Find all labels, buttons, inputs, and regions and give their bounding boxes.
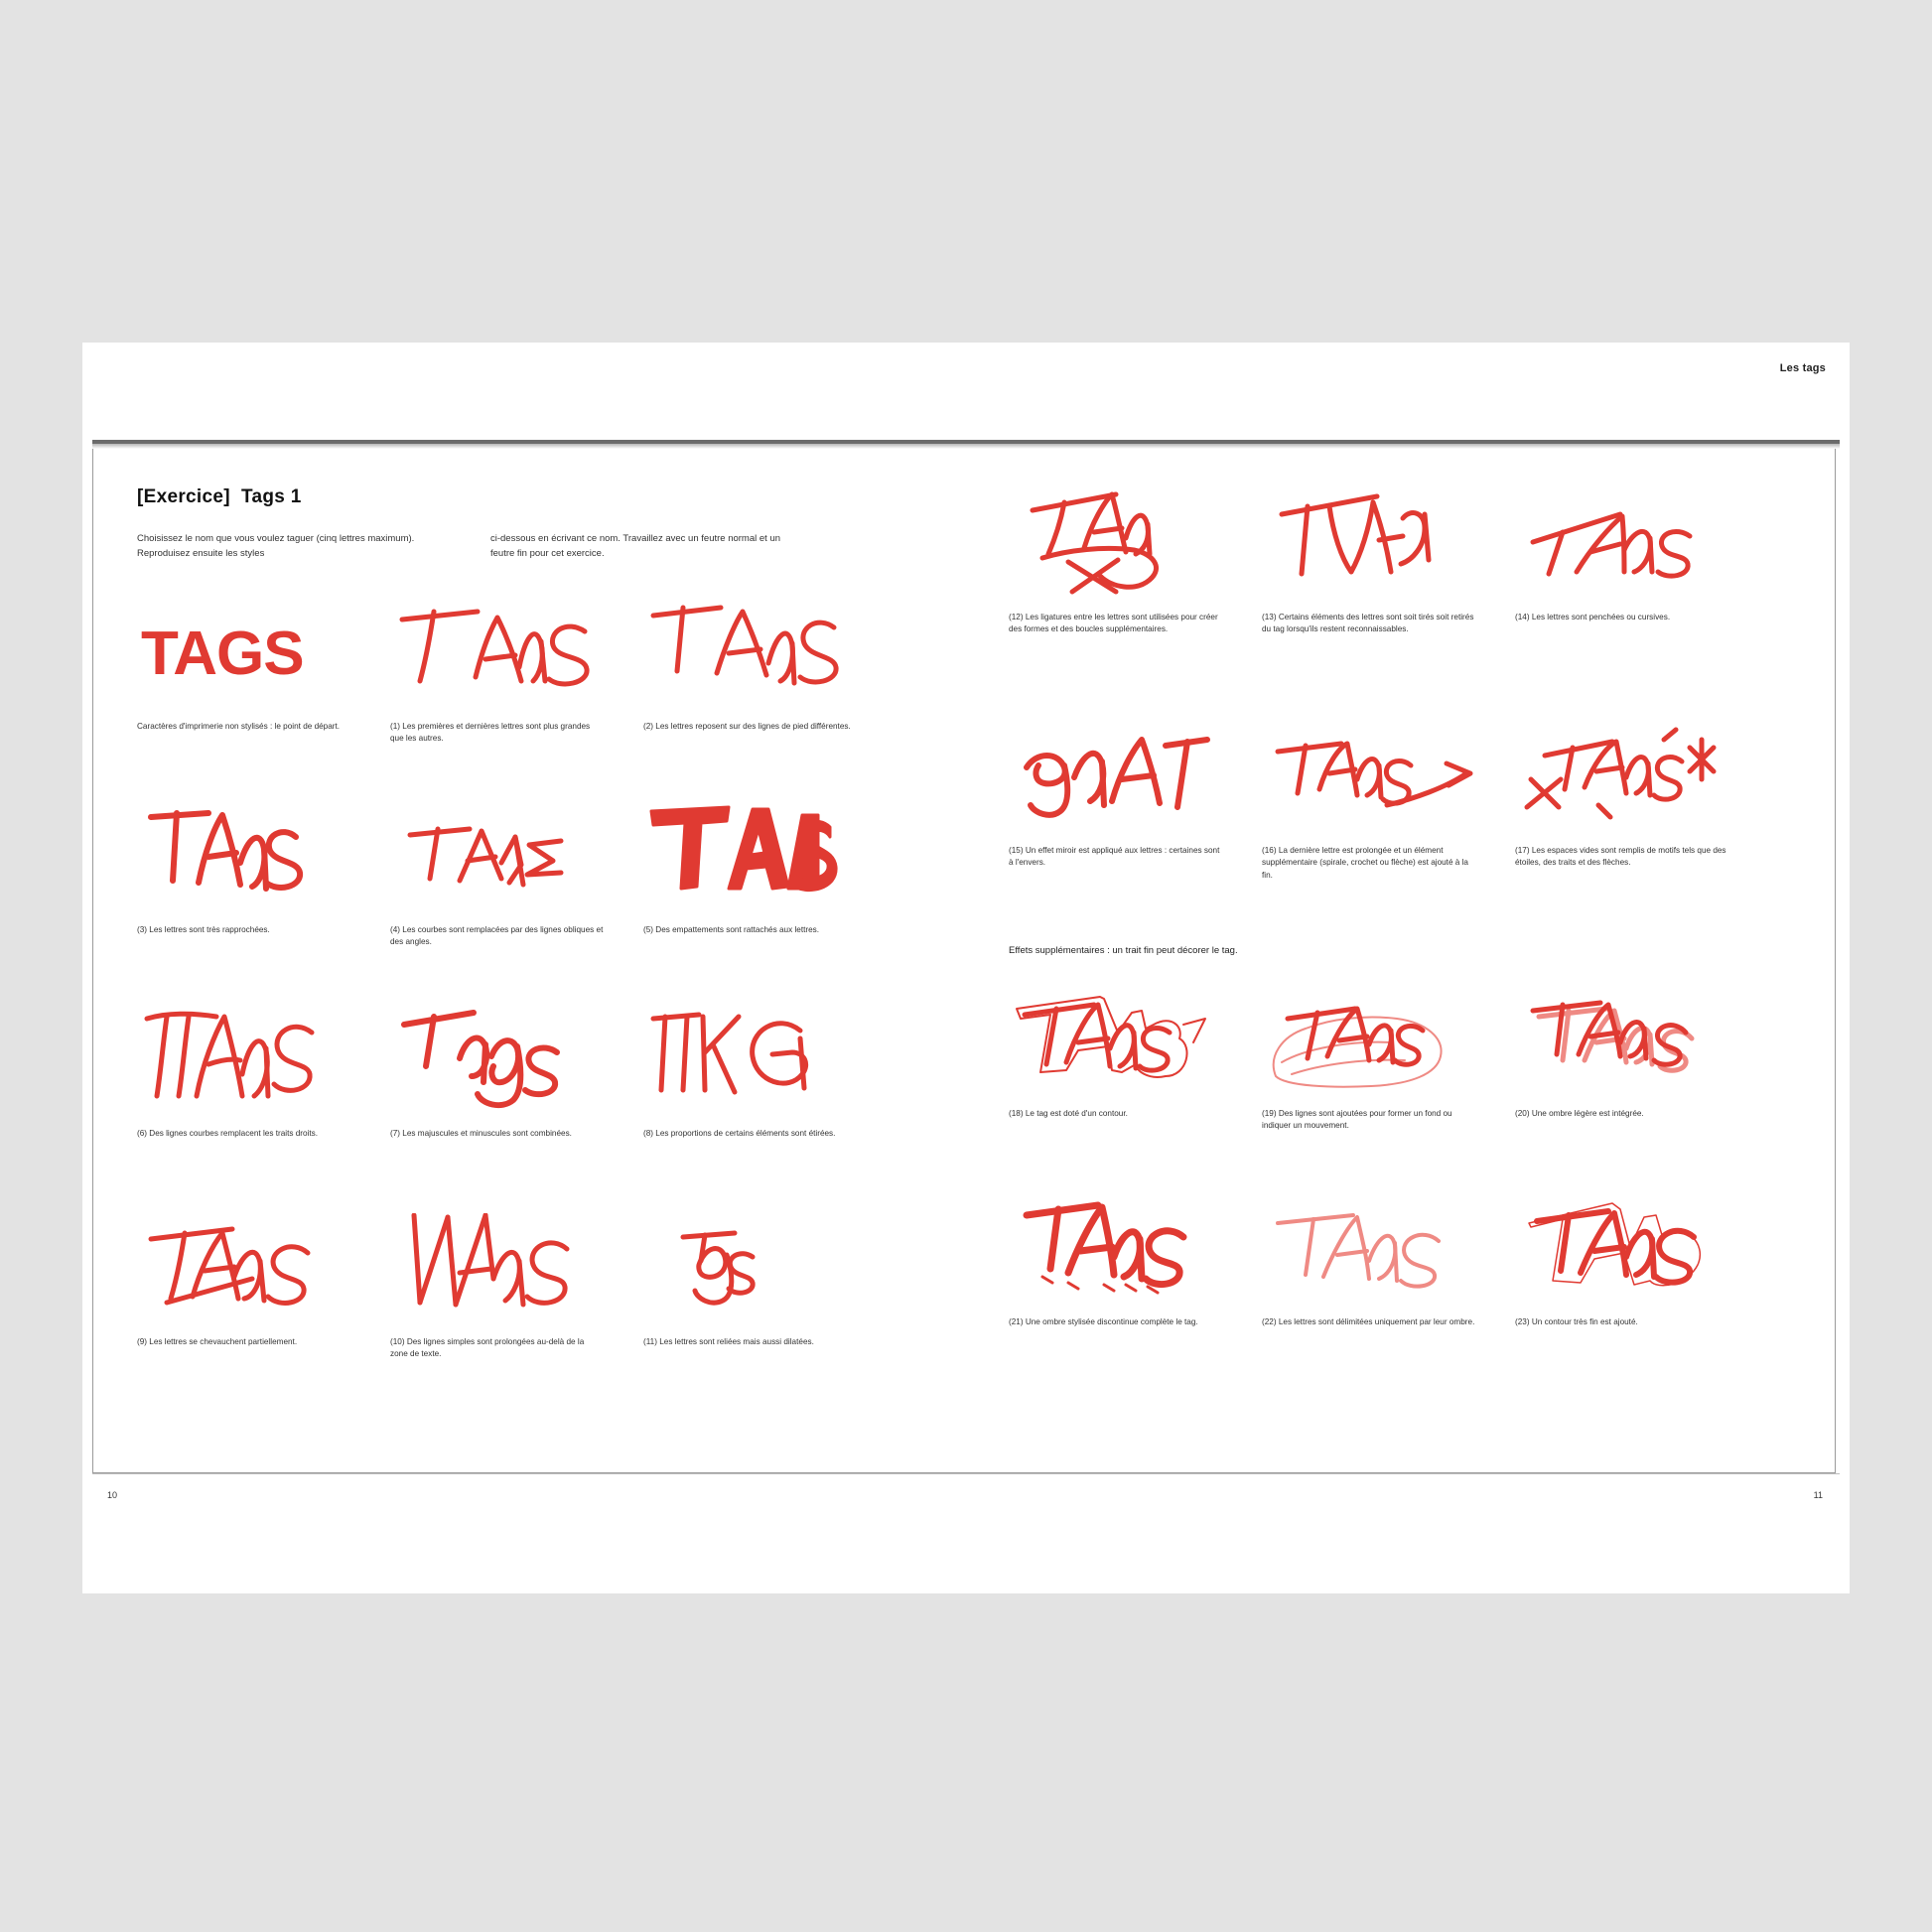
tag-artwork-11	[643, 1213, 892, 1332]
page-spread	[92, 449, 1836, 1500]
tag-artwork-16	[1262, 722, 1510, 841]
tag-item	[1515, 722, 1763, 870]
tag-caption: (11) Les lettres sont reliées mais aussi dilatées.	[643, 1337, 814, 1346]
page-title	[137, 486, 302, 508]
tag-caption: (13) Certains éléments des lettres sont soit tirés soit retirés du tag lorsqu'ils restent reconnaissables.	[1262, 613, 1474, 634]
tag-artwork-13	[1262, 488, 1510, 608]
bottom-rule	[92, 1473, 1840, 1474]
tag-caption: (4) Les courbes sont remplacées par des lignes obliques et des angles.	[390, 925, 604, 947]
tag-caption: (17) Les espaces vides sont remplis de motifs tels que des étoiles, des traits et des flèches.	[1515, 846, 1726, 868]
tag-item	[390, 801, 638, 949]
section-note: Effets supplémentaires : un trait fin peut décorer le tag.	[1009, 945, 1238, 956]
tag-word-print: TAGS	[141, 620, 304, 688]
tag-item	[1515, 1193, 1763, 1328]
tag-item	[643, 1213, 892, 1348]
tag-caption: (21) Une ombre stylisée discontinue complète le tag.	[1009, 1317, 1198, 1326]
page-header	[82, 343, 1850, 440]
tag-artwork-15	[1009, 722, 1257, 841]
tag-item	[137, 598, 385, 733]
tag-item	[1262, 488, 1510, 636]
intro-column-1: Choisissez le nom que vous voulez taguer (cinq lettres maximum). Reproduisez ensuite les styles	[137, 533, 415, 559]
tag-caption: (5) Des empattements sont rattachés aux lettres.	[643, 925, 820, 934]
tag-artwork-23	[1515, 1193, 1763, 1312]
tag-item	[1009, 488, 1257, 636]
tag-caption: (8) Les proportions de certains éléments sont étirées.	[643, 1129, 836, 1138]
tag-item	[1262, 985, 1510, 1133]
tag-artwork-14	[1515, 488, 1763, 608]
tag-artwork-4	[390, 801, 638, 920]
tag-artwork-10	[390, 1213, 638, 1332]
tag-item	[1009, 722, 1257, 870]
tag-caption: (6) Des lignes courbes remplacent les traits droits.	[137, 1129, 319, 1138]
tag-item	[643, 598, 892, 733]
tag-artwork-19	[1262, 985, 1510, 1104]
tag-artwork-6	[137, 1005, 385, 1124]
running-head: Les tags	[1779, 362, 1826, 374]
tag-caption: (23) Un contour très fin est ajouté.	[1515, 1317, 1638, 1326]
tag-artwork-8	[643, 1005, 892, 1124]
folio-right: 11	[1813, 1490, 1823, 1500]
tag-artwork-3	[137, 801, 385, 920]
tag-caption: (10) Des lignes simples sont prolongées au-delà de la zone de texte.	[390, 1337, 585, 1359]
tag-artwork-1	[390, 598, 638, 717]
tag-artwork-7	[390, 1005, 638, 1124]
tag-item	[390, 598, 638, 746]
tag-artwork-20	[1515, 985, 1763, 1104]
tag-artwork-2	[643, 598, 892, 717]
tag-item	[1262, 1193, 1510, 1328]
tag-item	[1009, 985, 1257, 1120]
tag-caption: (18) Le tag est doté d'un contour.	[1009, 1109, 1128, 1118]
tag-caption: (15) Un effet miroir est appliqué aux lettres : certaines sont à l'envers.	[1009, 846, 1220, 868]
tag-item	[643, 1005, 892, 1140]
tag-item	[643, 801, 892, 936]
tag-artwork-18	[1009, 985, 1257, 1104]
tag-caption: (1) Les premières et dernières lettres sont plus grandes que les autres.	[390, 722, 591, 744]
left-page	[93, 449, 965, 1500]
tag-caption: (19) Des lignes sont ajoutées pour former un fond ou indiquer un mouvement.	[1262, 1109, 1452, 1131]
tag-item	[1515, 488, 1763, 623]
tag-artwork-22	[1262, 1193, 1510, 1312]
tag-caption: (12) Les ligatures entre les lettres sont utilisées pour créer des formes et des boucles supplémentaires.	[1009, 613, 1218, 634]
tag-item	[1515, 985, 1763, 1120]
tag-caption: Caractères d'imprimerie non stylisés : le point de départ.	[137, 722, 341, 731]
intro-column-2: ci-dessous en écrivant ce nom. Travaillez avec un feutre normal et un feutre fin pour cet exercice.	[490, 533, 781, 559]
tag-artwork-5	[643, 801, 892, 920]
right-page	[965, 449, 1837, 1500]
tag-artwork-12	[1009, 488, 1257, 608]
tag-caption: (14) Les lettres sont penchées ou cursives.	[1515, 613, 1671, 621]
tag-item	[137, 801, 385, 936]
tag-artwork-21	[1009, 1193, 1257, 1312]
tag-artwork-0	[137, 598, 385, 717]
tag-item	[1262, 722, 1510, 882]
tag-caption: (16) La dernière lettre est prolongée et un élément supplémentaire (spirale, crochet ou flèche) est ajouté à la fin.	[1262, 846, 1468, 880]
exercise-title-text: Tags 1	[241, 486, 302, 507]
tag-item	[137, 1213, 385, 1348]
tag-caption: (22) Les lettres sont délimitées uniquement par leur ombre.	[1262, 1317, 1475, 1326]
tag-item	[390, 1213, 638, 1361]
tag-caption: (7) Les majuscules et minuscules sont combinées.	[390, 1129, 572, 1138]
tag-caption: (9) Les lettres se chevauchent partiellement.	[137, 1337, 298, 1346]
tag-artwork-17	[1515, 722, 1763, 841]
tag-item	[390, 1005, 638, 1140]
exercise-bracket-label: [Exercice]	[137, 486, 230, 507]
document-page	[82, 343, 1850, 1593]
folio-left: 10	[107, 1490, 118, 1500]
tag-caption: (3) Les lettres sont très rapprochées.	[137, 925, 270, 934]
tag-item	[137, 1005, 385, 1140]
tag-caption: (2) Les lettres reposent sur des lignes de pied différentes.	[643, 722, 851, 731]
tag-caption: (20) Une ombre légère est intégrée.	[1515, 1109, 1644, 1118]
tag-artwork-9	[137, 1213, 385, 1332]
tag-item	[1009, 1193, 1257, 1328]
